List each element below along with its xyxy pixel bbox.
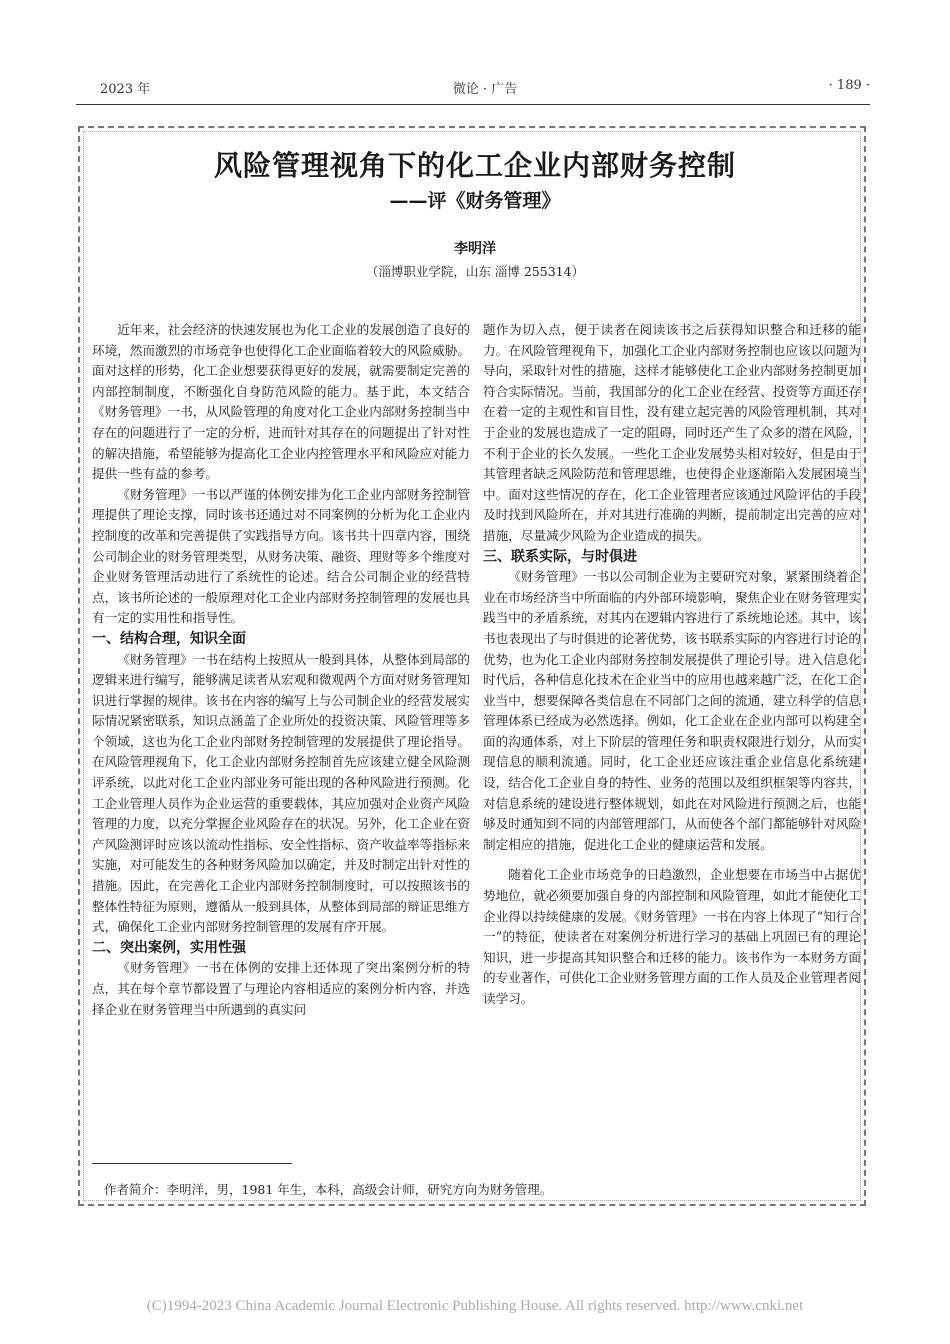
article-title: 风险管理视角下的化工企业内部财务控制 — [213, 149, 736, 182]
author-name: 李明洋 — [454, 241, 496, 257]
header-section: 微论 · 广告 — [452, 82, 518, 97]
section-heading: 二、突出案例，实用性强 — [92, 939, 246, 956]
section-heading: 三、联系实际，与时俱进 — [483, 548, 637, 565]
copyright-notice: (C)1994-2023 China Academic Journal Electronic Publishing House. All rights reserved. http://www.cnki.net — [146, 1298, 804, 1314]
section-heading: 一、结构合理，知识全面 — [92, 630, 246, 647]
paragraph: 随着化工企业市场竞争的日趋激烈，企业想要在市场当中占据优势地位，就必须要加强自身的内部控制和风险管理，如此才能使化工企业得以持续健康的发展。《财务管理》一书在内容上体现了“知行合一”的特征，使读者在对案例分析进行学习的基础上巩固已有的理论知识，进一步提高其知识整合和迁移的能力。该书作为一本财务方面的专业著作，可供化工企业财务管理方面的工作人员及企业管理者阅读学习。 — [483, 867, 861, 1006]
header-page-number: · 189 · — [828, 78, 870, 93]
paragraph: 《财务管理》一书在体例的安排上还体现了突出案例分析的特点，其在每个章节都设置了与理论内容相适应的案例分析内容，并选择企业在财务管理当中所遇到的真实问 — [92, 960, 470, 1017]
paragraph: 《财务管理》一书以严谨的体例安排为化工企业内部财务控制管理提供了理论支撑，同时该书还通过对不同案例的分析为化工企业内控制度的改革和完善提供了实践指导方向。该书共十四章内容，围绕公司制企业的财务管理类型，从财务决策、融资、理财等多个维度对企业财务管理活动进行了系统性的论述。结合公司制企业的经营特点，该书所论述的一般原理对化工企业内部财务控制管理的发展也具有一定的实用性和指导性。 — [92, 486, 470, 626]
right-column — [483, 320, 861, 1010]
paragraph: 题作为切入点，便于读者在阅读该书之后获得知识整合和迁移的能力。在风险管理视角下，加强化工企业内部财务控制也应该以问题为导向，采取针对性的措施，这样才能够使化工企业内部财务控制更加符合实际情况。当前，我国部分的化工企业在经营、投资等方面还存在着一定的主观性和盲目性，没有建立起完善的风险管理机制，其对于企业的发展也造成了一定的阻碍，同时还产生了众多的潜在风险，不利于企业的长久发展。一些化工企业发展势头相对较好，但是由于其管理者缺乏风险防范和管理思维，也使得企业逐渐陷入发展困境当中。面对这些情况的存在，化工企业管理者应该通过风险评估的手段及时找到风险所在，并对其进行准确的判断，提前制定出完善的应对措施，尽量减少风险为企业造成的损失。 — [483, 322, 861, 543]
article-subtitle: ——评《财务管理》 — [389, 190, 561, 212]
paragraph: 《财务管理》一书以公司制企业为主要研究对象，紧紧围绕着企业在市场经济当中所面临的内外部环境影响，聚焦企业在财务管理实践当中的矛盾系统，对其内在逻辑内容进行了系统地论述。其中，该书也表现出了与时俱进的论著优势，该书联系实际的内容进行讨论的优势，也为化工企业内部财务控制发展提供了理论引导。进入信息化时代后，各种信息化技术在企业当中的应用也越来越广泛，在化工企业当中，想要保障各类信息在不同部门之间的流通，建立科学的信息管理体系已经成为必然选择。例如，化工企业在企业内部可以构建全面的沟通体系，对上下阶层的管理任务和职责权限进行划分，从而实现信息的顺利流通。同时，化工企业还应该注重企业信息化系统建设，结合化工企业自身的特性、业务的范围以及组织框架等内容共，对信息系统的建设进行整体规划，如此在对风险进行预测之后，也能够及时通知到不同的内部管理部门，从而使各个部门都能够针对风险制定相应的措施，促进化工企业的健康运营和发展。 — [483, 569, 861, 852]
paragraph: 《财务管理》一书在结构上按照从一般到具体，从整体到局部的逻辑来进行编写，能够满足读者从宏观和微观两个方面对财务管理知识进行掌握的规律。该书在内容的编写上与公司制企业的经营发展实际情况紧密联系，知识点涵盖了企业所处的投资决策、风险管理等多个领域，这也为化工企业内部财务控制管理的发展提供了理论指导。在风险管理视角下，化工企业内部财务控制首先应该建立健全风险测评系统，以此对化工企业内部业务可能出现的各种风险进行预测。化工企业管理人员作为企业运营的重要载体，其应加强对企业资产风险管理的力度，以充分掌握企业风险存在的状况。另外，化工企业在资产风险测评时应该以流动性指标、安全性指标、资产收益率等指标来实施，对可能发生的各种财务风险加以确定，并及时制定出针对性的措施。因此，在完善化工企业内部财务控制制度时，可以按照该书的整体性特征为原则，遵循从一般到具体，从整体到局部的辩证思维方式，确保化工企业内部财务控制管理的发展有序开展。 — [92, 651, 470, 935]
author-affiliation: （淄博职业学院，山东 淄博 255314） — [365, 264, 585, 279]
footnote-rule — [92, 1163, 292, 1164]
running-header — [100, 78, 870, 100]
paragraph: 近年来，社会经济的快速发展也为化工企业的发展创造了良好的环境，然而激烈的市场竞争也使得化工企业面临着较大的风险威胁。面对这样的形势，化工企业想要获得更好的发展，就需要制定完善的内部控制制度，不断强化自身防范风险的能力。基于此，本文结合《财务管理》一书，从风险管理的角度对化工企业内部财务控制当中存在的问题进行了一定的分析，进而针对其存在的问题提出了针对性的解决措施，希望能够为提高化工企业内控管理水平和风险应对能力提供一些有益的参考。 — [92, 322, 470, 482]
header-rule — [76, 104, 870, 105]
header-year: 2023 年 — [100, 82, 151, 97]
left-column — [92, 320, 470, 1020]
author-footnote: 作者简介：李明洋，男，1981 年生，本科，高级会计师，研究方向为财务管理。 — [104, 1182, 553, 1197]
